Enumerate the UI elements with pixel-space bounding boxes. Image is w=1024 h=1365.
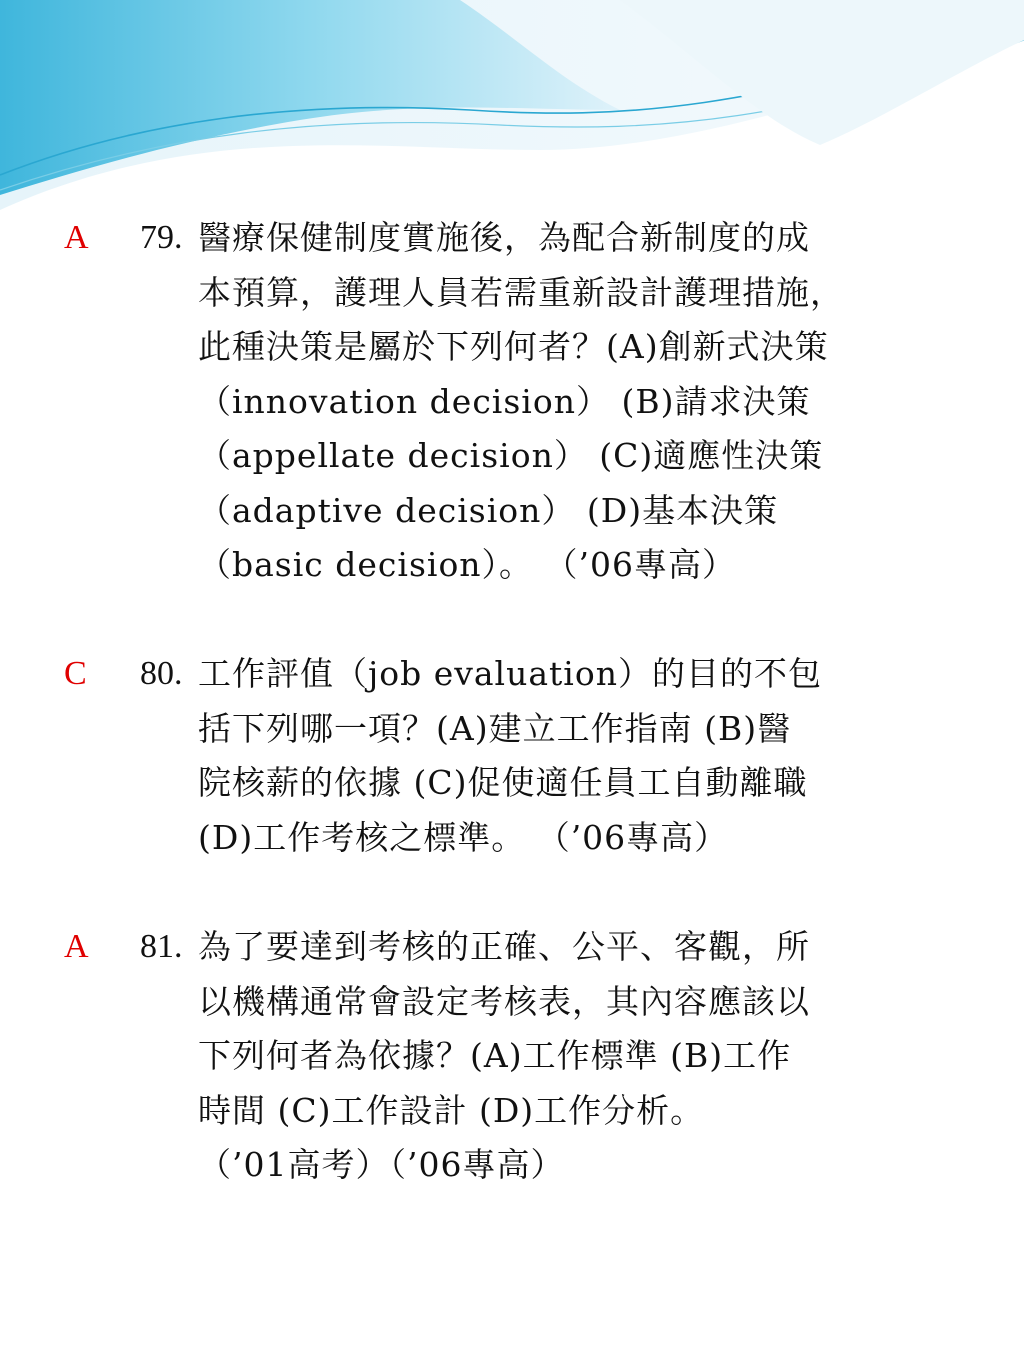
question-line: 以機構通常會設定考核表，其內容應該以 [198, 981, 810, 1021]
question-line: （basic decision）。 （’06專高） [198, 545, 737, 584]
question-text [198, 647, 822, 865]
question-number: 79. [140, 219, 183, 256]
question-number: 81. [140, 928, 183, 965]
question-line: 時間 (C)工作設計 (D)工作分析。 [198, 1090, 705, 1130]
header-wave-decoration [0, 0, 1024, 230]
question-text [198, 920, 810, 1193]
question-text [198, 211, 844, 593]
question-line: 下列何者為依據？(A)工作標準 (B)工作 [198, 1036, 792, 1075]
question-line: 院核薪的依據 (C)促使適任員工自動離職 [198, 763, 808, 802]
question-line: （appellate decision） (C)適應性決策 [198, 436, 824, 475]
answer-key: A [64, 219, 89, 256]
question-line: 醫療保健制度實施後，為配合新制度的成 [198, 218, 810, 257]
answer-key: C [64, 655, 87, 692]
question-line: （’01高考）（’06專高） [198, 1145, 565, 1184]
question-line: (D)工作考核之標準。 （’06專高） [198, 817, 729, 857]
question-number: 80. [140, 655, 183, 692]
question-line: 本預算，護理人員若需重新設計護理措施， [198, 272, 844, 312]
question-line: （innovation decision） (B)請求決策 [198, 381, 811, 421]
question-line: 括下列哪一項？(A)建立工作指南 (B)醫 [198, 708, 792, 748]
question-line: 此種決策是屬於下列何者？(A)創新式決策 [198, 327, 829, 366]
question-line: （adaptive decision） (D)基本決策 [198, 490, 779, 530]
answer-key: A [64, 928, 89, 965]
question-line: 為了要達到考核的正確、公平、客觀，所 [198, 927, 810, 966]
question-line: 工作評值（job evaluation）的目的不包 [198, 654, 822, 693]
